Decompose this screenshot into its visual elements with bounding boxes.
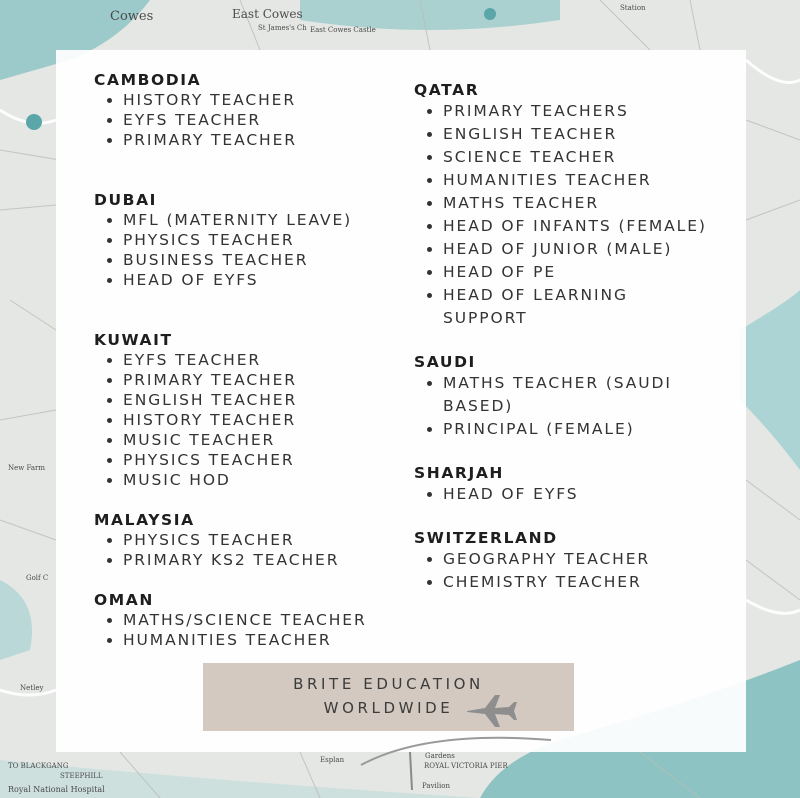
role-item: HEAD OF EYFS — [414, 483, 744, 506]
country-section-oman — [94, 590, 394, 650]
role-item: PRIMARY TEACHER — [94, 130, 394, 150]
country-section-switzerland — [414, 528, 744, 594]
map-label-blackgang: TO BLACKGANG — [8, 762, 69, 770]
role-item: ENGLISH TEACHER — [414, 123, 744, 146]
country-section-cambodia — [94, 70, 394, 150]
role-item: HEAD OF PE — [414, 261, 744, 284]
role-item: HEAD OF INFANTS (FEMALE) — [414, 215, 744, 238]
role-list — [414, 548, 744, 594]
role-item: PRINCIPAL (FEMALE) — [414, 418, 744, 441]
country-heading: DUBAI — [94, 191, 158, 209]
map-label-station: Station — [620, 4, 646, 12]
role-item: MUSIC HOD — [94, 470, 394, 490]
map-label-royal-victoria-pier: ROYAL VICTORIA PIER — [424, 762, 508, 770]
map-label-pavilion: Pavilion — [422, 782, 450, 790]
country-section-saudi — [414, 352, 744, 441]
role-item: EYFS TEACHER — [94, 110, 394, 130]
map-label-new-farm: New Farm — [8, 464, 46, 472]
brand-name: BRITE EDUCATION — [293, 675, 484, 693]
country-heading: SWITZERLAND — [414, 529, 558, 547]
role-list — [414, 372, 744, 441]
role-item: BUSINESS TEACHER — [94, 250, 394, 270]
map-label-netley: Netley — [20, 684, 44, 692]
role-item: MFL (MATERNITY LEAVE) — [94, 210, 394, 230]
role-item: PHYSICS TEACHER — [94, 530, 394, 550]
role-item: MUSIC TEACHER — [94, 430, 394, 450]
country-heading: SAUDI — [414, 353, 476, 371]
role-list — [414, 100, 744, 330]
map-label-steephill: STEEPHILL — [60, 772, 103, 780]
role-item: SCIENCE TEACHER — [414, 146, 744, 169]
role-item: PHYSICS TEACHER — [94, 450, 394, 470]
vacancies-card — [56, 50, 746, 752]
country-section-qatar — [414, 80, 744, 330]
role-item: PRIMARY TEACHER — [94, 370, 394, 390]
role-item: HEAD OF JUNIOR (MALE) — [414, 238, 744, 261]
role-item: ENGLISH TEACHER — [94, 390, 394, 410]
right-column — [414, 80, 744, 594]
country-heading: CAMBODIA — [94, 71, 202, 89]
role-item: HUMANITIES TEACHER — [94, 630, 394, 650]
map-label-esplanade: Esplan — [320, 756, 345, 764]
map-label-east-cowes-castle: East Cowes Castle — [310, 26, 376, 34]
country-heading: OMAN — [94, 591, 154, 609]
map-label-east-cowes: East Cowes — [232, 7, 303, 21]
map-label-st-james: St James's Ch — [258, 24, 307, 32]
role-list — [414, 483, 744, 506]
brand-logo-box — [203, 663, 574, 731]
left-column — [94, 70, 394, 650]
country-heading: MALAYSIA — [94, 511, 195, 529]
role-list — [94, 210, 394, 290]
brand-tagline: WORLDWIDE — [323, 699, 454, 717]
role-item: MATHS/SCIENCE TEACHER — [94, 610, 394, 630]
country-section-malaysia — [94, 510, 394, 570]
map-label-royal-national: Royal National Hospital — [8, 785, 105, 794]
role-item: HEAD OF EYFS — [94, 270, 394, 290]
role-item: EYFS TEACHER — [94, 350, 394, 370]
map-label-gardens: Gardens — [425, 752, 455, 760]
country-section-kuwait — [94, 330, 394, 490]
role-item: HUMANITIES TEACHER — [414, 169, 744, 192]
country-section-dubai — [94, 190, 394, 290]
country-section-sharjah — [414, 463, 744, 506]
country-heading: QATAR — [414, 81, 480, 99]
role-item: HISTORY TEACHER — [94, 90, 394, 110]
airplane-icon — [465, 691, 517, 731]
role-item: PHYSICS TEACHER — [94, 230, 394, 250]
map-label-golf: Golf C — [26, 574, 49, 582]
role-list — [94, 610, 394, 650]
country-heading: SHARJAH — [414, 464, 505, 482]
role-item: HEAD OF LEARNING SUPPORT — [414, 284, 713, 330]
role-list — [94, 350, 394, 490]
country-heading: KUWAIT — [94, 331, 173, 349]
role-item: MATHS TEACHER (SAUDI BASED) — [414, 372, 683, 418]
role-item: MATHS TEACHER — [414, 192, 744, 215]
role-list — [94, 90, 394, 150]
role-item: HISTORY TEACHER — [94, 410, 394, 430]
map-label-cowes: Cowes — [110, 9, 154, 24]
role-item: PRIMARY TEACHERS — [414, 100, 744, 123]
role-item: PRIMARY KS2 TEACHER — [94, 550, 394, 570]
role-list — [94, 530, 394, 570]
role-item: GEOGRAPHY TEACHER — [414, 548, 744, 571]
role-item: CHEMISTRY TEACHER — [414, 571, 744, 594]
flight-path-swoosh-icon — [356, 735, 556, 775]
